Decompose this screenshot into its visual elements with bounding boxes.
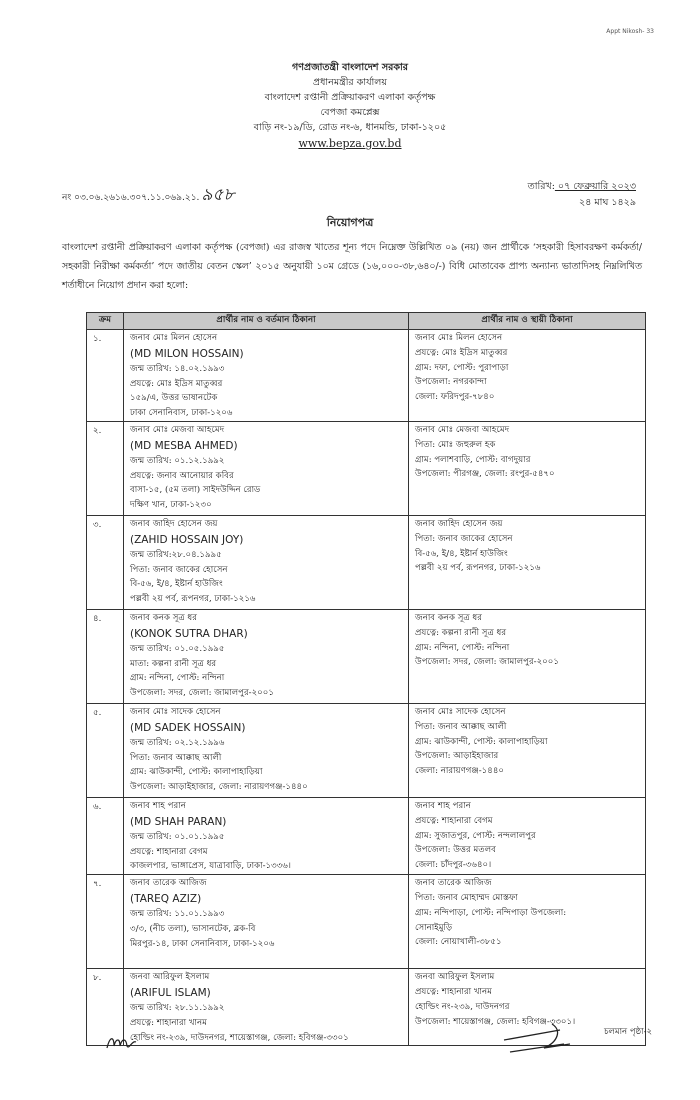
current-address-line: মাতা: কল্পনা রানী সূত্র ধর — [130, 658, 217, 669]
current-address-line: জনাব কনক সূত্র ধর — [130, 612, 197, 623]
table-row — [87, 609, 646, 703]
date-gregorian-value: ০৭ ফেব্রুয়ারি ২০২৩ — [554, 181, 636, 192]
current-address-line: (MD SADEK HOSSAIN) — [130, 721, 246, 734]
permanent-address-line: প্রযত্নে: কল্পনা রানী সূত্র ধর — [415, 627, 507, 638]
permanent-address-line: গ্রাম: সুজাতপুর, পোস্ট: নন্দলালপুর — [415, 830, 536, 841]
current-address-line: গ্রাম: ঝাউকান্দী, পোস্ট: কালাপাহাড়িয়া — [130, 767, 263, 778]
permanent-address-line: প্রযত্নে: শাহানারা খানম — [415, 986, 492, 997]
page-reference-note: Appt Nikosh- 33 — [606, 28, 654, 35]
current-address-line: দক্ষিণ খান, ঢাকা-১২৩০ — [130, 500, 212, 511]
current-address-cell — [124, 797, 409, 874]
current-address-line: প্রযত্নে: শাহানারা বেগম — [130, 846, 208, 857]
permanent-address-line: জনাব তারেক আজিজ — [415, 878, 492, 889]
current-address-line: (ZAHID HOSSAIN JOY) — [130, 533, 244, 546]
current-address-line: পিতা: জনাব আক্কাছ আলী — [130, 752, 222, 763]
permanent-address-line: পিতা: জনাব মোহাম্মদ মোস্তফা — [415, 892, 518, 903]
current-address-line: জনাব তারেক আজিজ — [130, 878, 207, 889]
date-gregorian — [528, 180, 636, 195]
permanent-address-line: জনাব শাহ পরান — [415, 800, 471, 811]
permanent-address-line: জেলা: নারায়ণগঞ্জ-১৪৪০ — [415, 766, 504, 777]
serial-cell: ১. — [87, 330, 124, 422]
header-address: বাড়ি নং-১৯/ডি, রোড নং-৬, ধানমন্ডি, ঢাকা-১২০৫ — [253, 122, 447, 133]
header-government: গণপ্রজাতন্ত্রী বাংলাদেশ সরকার — [292, 62, 408, 73]
table-row — [87, 421, 646, 515]
current-address-cell — [124, 609, 409, 703]
current-address-line: জনাব জাহিদ হোসেন জয় — [130, 518, 218, 529]
permanent-address-cell — [409, 703, 646, 797]
current-address-cell — [124, 515, 409, 609]
current-address-line: (KONOK SUTRA DHAR) — [130, 627, 248, 640]
serial-cell: ৫. — [87, 703, 124, 797]
current-address-line: জন্ম তারিখ: ০১.০৫.১৯৯৫ — [130, 643, 225, 654]
header-authority: বাংলাদেশ রপ্তানী প্রক্রিয়াকরণ এলাকা কর্তৃপক্ষ — [264, 92, 436, 103]
candidate-table — [86, 312, 646, 1046]
permanent-address-line: হোল্ডিং নং-২৩৯, দাউদনগর — [415, 1001, 510, 1012]
permanent-address-line: গ্রাম: নন্দিপাড়া, পোস্ট: নন্দিপাড়া উপজেলা: — [415, 907, 567, 918]
permanent-address-line: জনাব মোঃ মিলন হোসেন — [415, 333, 503, 343]
permanent-address-line: উপজেলা: আড়াইহাজার — [415, 751, 499, 762]
current-address-line: পিতা: জনাব জাকের হোসেন — [130, 564, 228, 575]
column-header-current-address: প্রার্থীর নাম ও বর্তমান ঠিকানা — [124, 313, 409, 330]
table-row — [87, 330, 646, 422]
current-address-line: উপজেলা: আড়াইহাজার, জেলা: নারায়ণগঞ্জ-১৪৪০ — [130, 782, 308, 793]
current-address-line: ঢাকা সেনানিবাস, ঢাকা-১২০৬ — [130, 408, 233, 419]
permanent-address-cell — [409, 609, 646, 703]
table-row — [87, 703, 646, 797]
permanent-address-line: পিতা: মোঃ জহুরুল হক — [415, 439, 496, 450]
permanent-address-line: জেলা: নোয়াখালী-৩৮৫১ — [415, 937, 502, 948]
current-address-line: পল্লবী ২য় পর্ব, রূপনগর, ঢাকা-১২১৬ — [130, 594, 256, 605]
document-title: নিয়োগপত্র — [326, 216, 374, 229]
column-header-serial: ক্রম — [87, 313, 124, 330]
memo-number-text: নং ০৩.০৬.২৬১৬.৩০৭.১১.০৬৯.২১. — [62, 193, 200, 203]
permanent-address-line: জেলা: চাঁদপুর-৩৬৪০। — [415, 860, 492, 871]
table-row — [87, 515, 646, 609]
current-address-line: জন্ম তারিখ:২৮.০৪.১৯৯৫ — [130, 549, 222, 560]
header-website-link[interactable]: www.bepza.gov.bd — [298, 137, 402, 150]
permanent-address-line: গ্রাম: দফা, পোস্ট: পুরাপাড়া — [415, 362, 509, 373]
current-address-line: (TAREQ AZIZ) — [130, 892, 202, 905]
current-address-line: জনাব মোঃ সাদেক হোসেন — [130, 706, 221, 717]
permanent-address-line: গ্রাম: পলাশবাড়ি, পোস্ট: বাগদুয়ার — [415, 454, 531, 465]
current-address-line: (MD SHAH PARAN) — [130, 815, 227, 828]
current-address-cell — [124, 421, 409, 515]
serial-cell: ৮. — [87, 969, 124, 1046]
current-address-line: গ্রাম: নন্দিনা, পোস্ট: নন্দিনা — [130, 673, 225, 684]
current-address-line: (MD MESBA AHMED) — [130, 439, 238, 452]
permanent-address-line: বি-৫৬, ই/৪, ইষ্টার্ন হাউজিং — [415, 548, 508, 559]
current-address-line: (MD MILON HOSSAIN) — [130, 347, 244, 360]
permanent-address-line: পিতা: জনাব আক্কাছ আলী — [415, 721, 507, 732]
permanent-address-line: সোনাইমুড়ি — [415, 922, 453, 933]
current-address-line: (ARIFUL ISLAM) — [130, 986, 211, 999]
current-address-line: প্রযত্নে: জনাব আনোয়ার কবির — [130, 470, 234, 481]
current-address-line: জনাব শাহ পরান — [130, 800, 186, 811]
header-office: প্রধানমন্ত্রীর কার্যালয় — [313, 77, 387, 88]
table-header-row — [87, 313, 646, 330]
permanent-address-line: জনাব কনক সূত্র ধর — [415, 612, 482, 623]
table-row — [87, 797, 646, 874]
permanent-address-line: পিতা: জনাব জাকের হোসেন — [415, 533, 513, 544]
current-address-line: মিরপুর-১৪, ঢাকা সেনানিবাস, ঢাকা-১২০৬ — [130, 938, 275, 949]
serial-cell: ৪. — [87, 609, 124, 703]
permanent-address-line: গ্রাম: ঝাউকান্দী, পোস্ট: কালাপাহাড়িয়া — [415, 736, 548, 747]
permanent-address-cell — [409, 875, 646, 969]
current-address-line: ১৫৯/এ, উত্তর ভাষানটেক — [130, 393, 218, 404]
serial-cell: ৭. — [87, 875, 124, 969]
continued-page-note: চলমান পৃষ্ঠা-২ — [603, 1027, 652, 1037]
signature-left — [104, 1028, 144, 1058]
permanent-address-cell — [409, 797, 646, 874]
current-address-line: উপজেলা: সদর, জেলা: জামালপুর-২০০১ — [130, 688, 274, 699]
permanent-address-line: উপজেলা: শায়েস্তাগঞ্জ, জেলা: হবিগঞ্জ-৩৩০১। — [415, 1016, 576, 1027]
current-address-line: কাজলপার, ভাঙ্গাপ্রেস, যাত্রাবাড়ি, ঢাকা-১৩৩৬। — [130, 861, 291, 872]
current-address-line: জন্ম তারিখ: ০১.১২.১৯৯২ — [130, 455, 225, 466]
current-address-line: জনাব মোঃ মিলন হোসেন — [130, 333, 218, 343]
current-address-line: প্রযত্নে: শাহানারা খানম — [130, 1017, 207, 1028]
column-header-permanent-address: প্রার্থীর নাম ও স্থায়ী ঠিকানা — [409, 313, 646, 330]
current-address-cell — [124, 703, 409, 797]
table-body — [87, 330, 646, 1046]
current-address-line: প্রযত্নে: মোঃ ইদ্রিস মাতুব্বর — [130, 378, 223, 389]
permanent-address-cell — [409, 515, 646, 609]
current-address-line: জন্ম তারিখ: ১৪.০২.১৯৯৩ — [130, 363, 225, 374]
memo-handwritten-number: ৯৫৮ — [201, 185, 235, 205]
current-address-line: জনাব মোঃ মেজবা আহমেদ — [130, 424, 225, 435]
serial-cell: ৬. — [87, 797, 124, 874]
permanent-address-line: জনাব মোঃ সাদেক হোসেন — [415, 706, 506, 717]
table-row — [87, 875, 646, 969]
permanent-address-line: গ্রাম: নন্দিনা, পোস্ট: নন্দিনা — [415, 642, 510, 653]
permanent-address-cell — [409, 421, 646, 515]
date-bangla: ২৪ মাঘ ১৪২৯ — [579, 197, 636, 208]
current-address-cell — [124, 969, 409, 1046]
permanent-address-line: জনাব জাহিদ হোসেন জয় — [415, 518, 503, 529]
intro-paragraph: বাংলাদেশ রপ্তানী প্রক্রিয়াকরণ এলাকা কর্তৃপক্ষ (বেপজা) এর রাজস্ব খাতের শূন্য পদে নিম্নেক্ত উল্লিখিত ০৯ (নয়) জন প্রার্থীকে ‘সহকারী হিসাবরক্ষণ কর্মকর্তা/সহকারী নিরীক্ষা কর্মকর্তা’ পদে জাতীয় বেতন স্কেল’ ২০১৫ অনুযায়ী ১০ম গ্রেডে (১৬,০০০-৩৮,৬৪০/-) বিধি মোতাবেক প্রাপ্য অন্যান্য ভাতাদিসহ নিম্নলিখিত শর্তাধীনে নিয়োগ প্রদান করা হলো: — [62, 242, 642, 291]
current-address-cell — [124, 330, 409, 422]
signature-right — [500, 1022, 580, 1062]
permanent-address-line: উপজেলা: নগরকান্দা — [415, 377, 487, 388]
current-address-line: বাসা-১৫, (৫ম তলা) সাইদউদ্দিন রোড — [130, 485, 261, 496]
serial-cell: ২. — [87, 421, 124, 515]
permanent-address-line: জনবা আরিফুল ইসলাম — [415, 972, 495, 983]
permanent-address-line: জেলা: ফরিদপুর-৭৮৪০ — [415, 392, 495, 403]
current-address-line: হোল্ডিং নং-২৩৯, দাউদনগর, শায়েস্তাগঞ্জ, জেলা: হবিগঞ্জ-৩৩০১ — [130, 1032, 349, 1043]
permanent-address-line: জনাব মোঃ মেজবা আহমেদ — [415, 424, 510, 435]
current-address-line: জনবা আরিফুল ইসলাম — [130, 972, 210, 983]
permanent-address-line: উপজেলা: উত্তর মতলব — [415, 845, 496, 856]
current-address-line: ৩/৩, (নীচ তলা), ভাসানটেক, ব্লক-বি — [130, 923, 256, 934]
permanent-address-line: পল্লবী ২য় পর্ব, রূপনগর, ঢাকা-১২১৬ — [415, 563, 541, 574]
header-complex: বেপজা কমপ্লেক্স — [320, 107, 380, 118]
permanent-address-cell — [409, 330, 646, 422]
current-address-cell — [124, 875, 409, 969]
current-address-line: জন্ম তারিখ: ০২.১২.১৯৯৬ — [130, 737, 225, 748]
current-address-line: জন্ম তারিখ: ১১.০১.১৯৯৩ — [130, 908, 225, 919]
current-address-line: জন্ম তারিখ: ২৮.১১.১৯৯২ — [130, 1002, 225, 1013]
serial-cell: ৩. — [87, 515, 124, 609]
memo-number — [62, 182, 235, 210]
permanent-address-line: উপজেলা: সদর, জেলা: জামালপুর-২০০১ — [415, 657, 559, 668]
permanent-address-line: প্রযত্নে: মোঃ ইদ্রিস মাতুব্বর — [415, 347, 508, 358]
permanent-address-line: উপজেলা: পীরগঞ্জ, জেলা: রংপুর-৫৪৭০ — [415, 469, 555, 480]
current-address-line: জন্ম তারিখ: ০১.০১.১৯৯৫ — [130, 831, 225, 842]
current-address-line: বি-৫৬, ই/৪, ইষ্টার্ন হাউজিং — [130, 579, 223, 590]
date-label: তারিখ: — [527, 181, 555, 192]
permanent-address-line: প্রযত্নে: শাহানারা বেগম — [415, 815, 493, 826]
